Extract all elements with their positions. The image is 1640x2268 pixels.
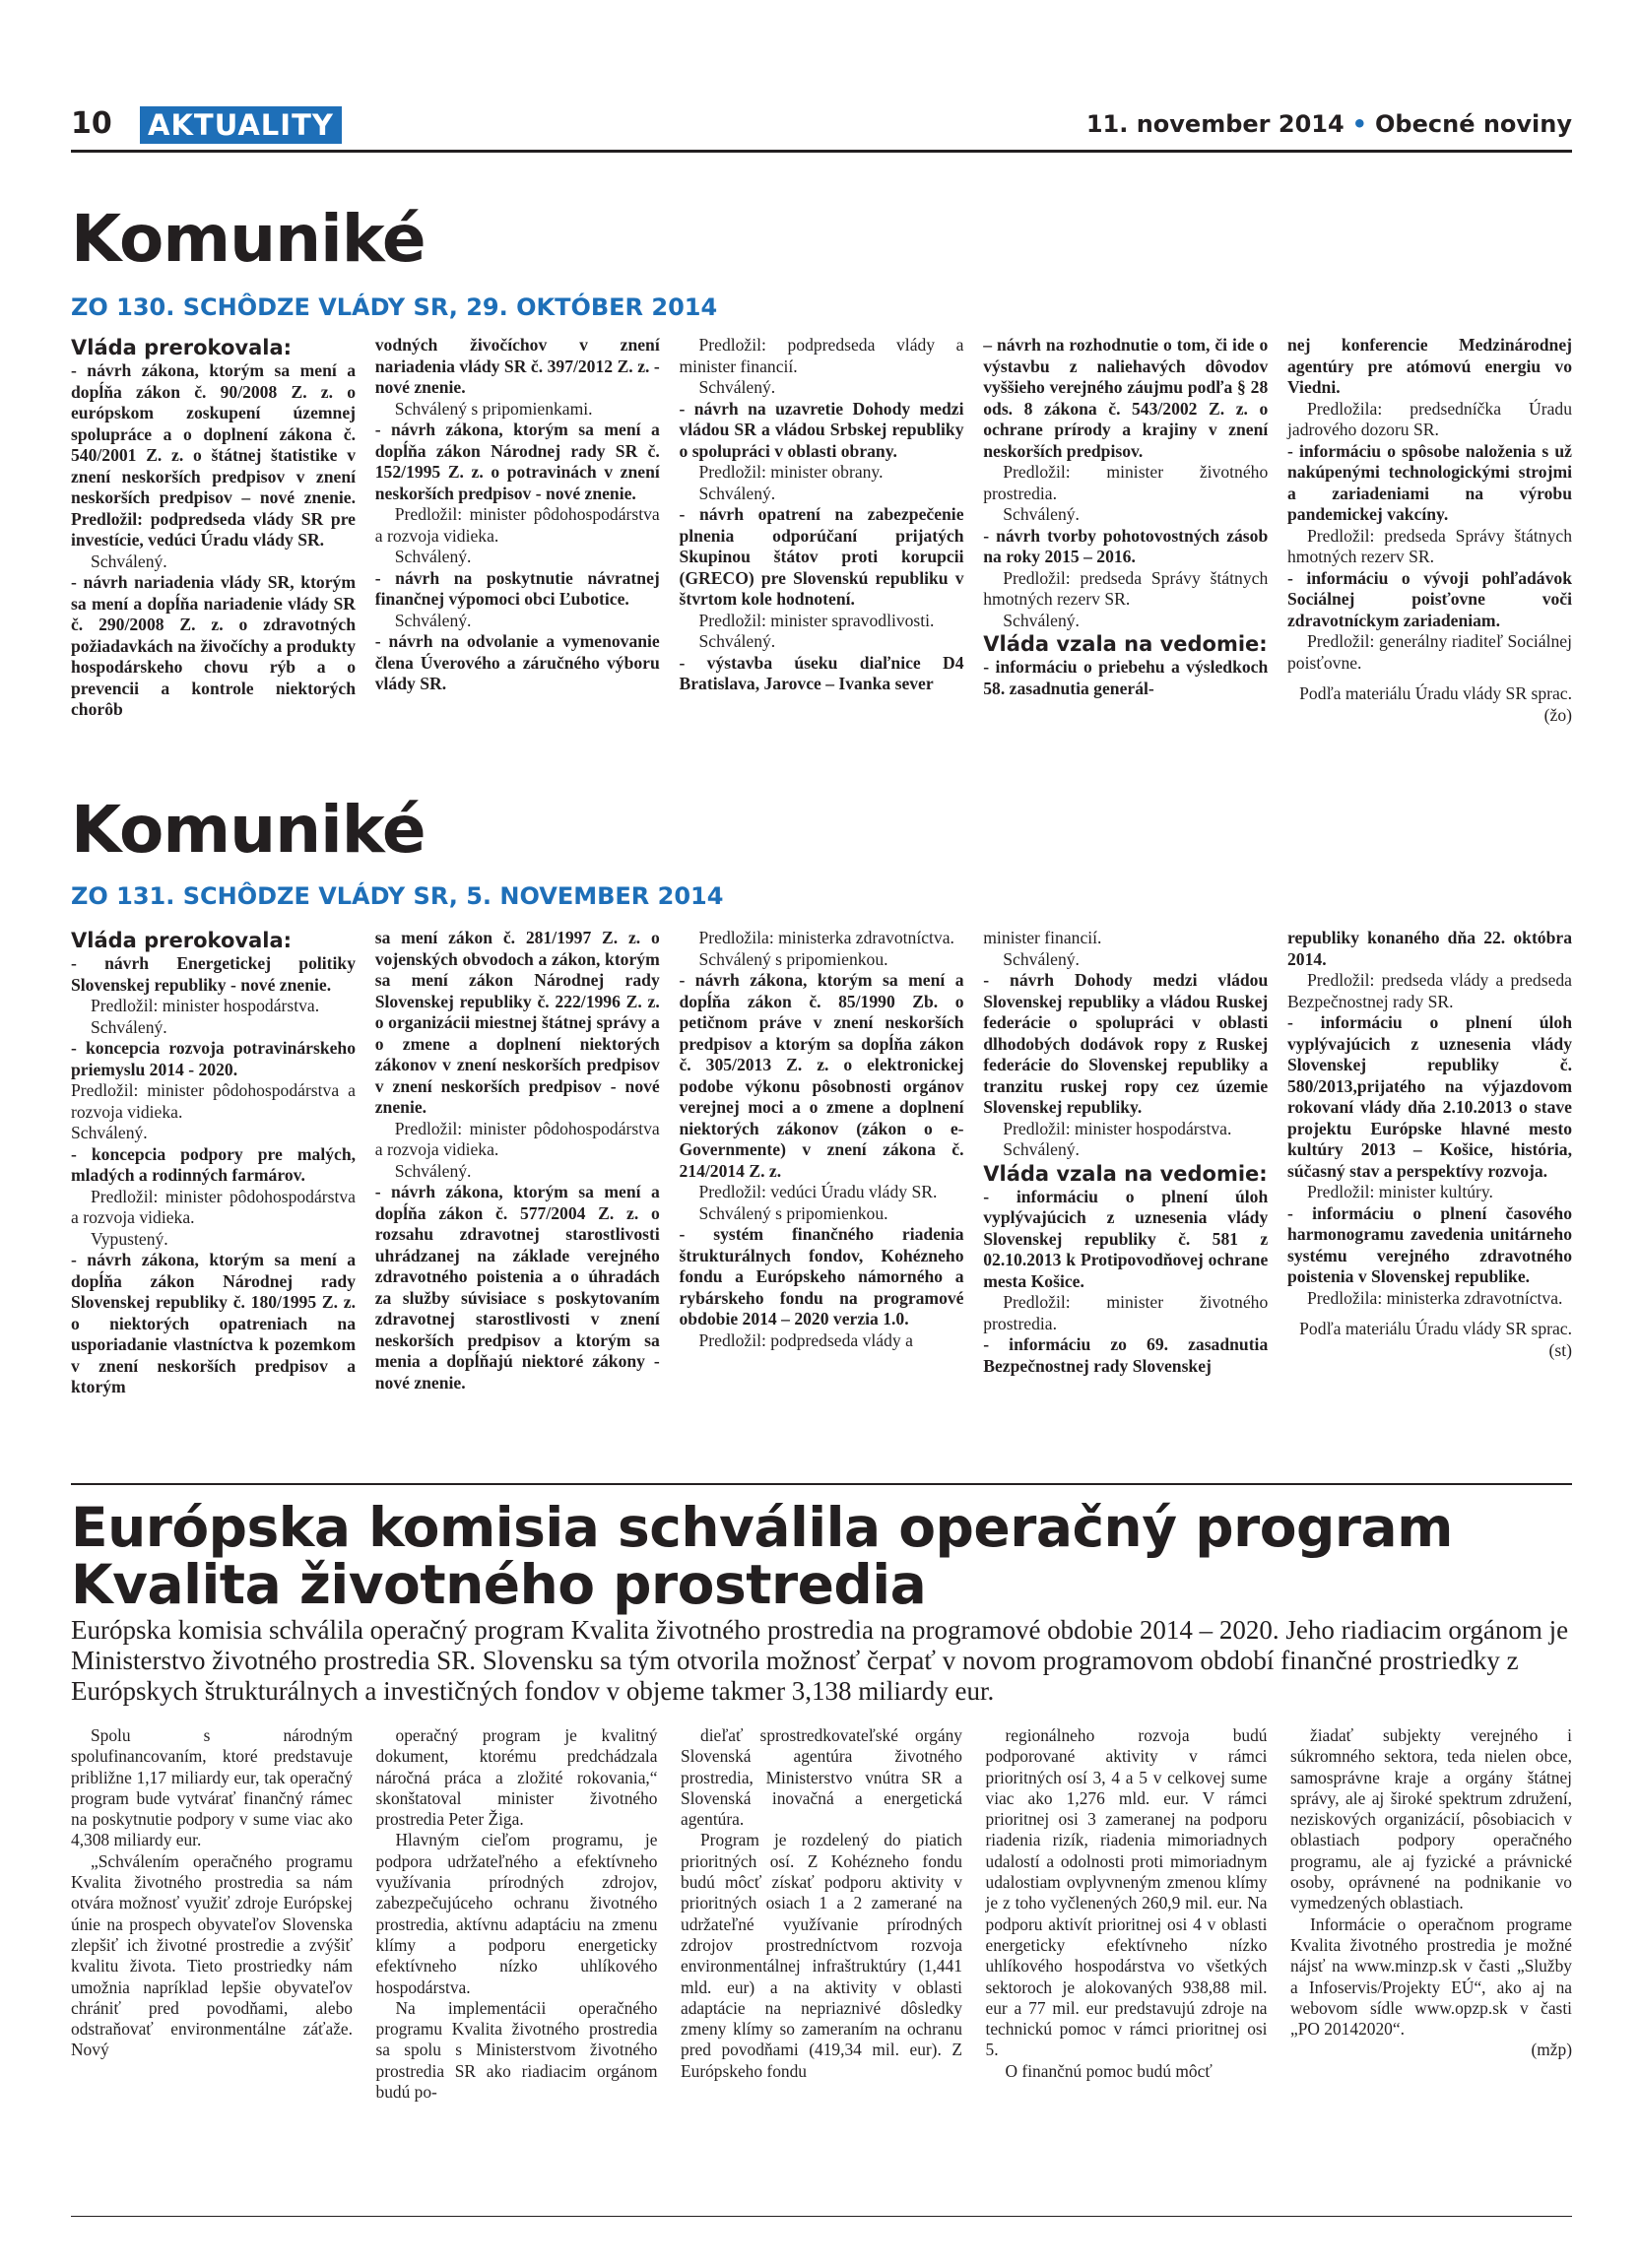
article-paragraph: žiadať subjekty verejného i súkromného sektora, teda nielen obce, samosprávne kraje a orgány štátnej správy, ale aj široké spektrum združení, neziskových organizácií, pôsobiacich v oblastiach podpory operačného programu, ale aj fyzické a právnické osoby, oprávnené na podnikanie vo vymedzených oblastiach. <box>1290 1725 1572 1913</box>
agenda-note: Vypustený. <box>91 1228 168 1249</box>
agenda-note: Predložil: minister hospodárstva. <box>1003 1118 1232 1138</box>
separator-dot: • <box>1351 110 1368 138</box>
komunike2-subtitle: ZO 131. SCHÔDZE VLÁDY SR, 5. NOVEMBER 2014 <box>71 882 724 910</box>
agenda-note: Predložil: minister pôdohospodárstva a rozvoja vidieka. <box>71 1186 356 1227</box>
agenda-note: Predložil: predseda Správy štátnych hmotných rezerv SR. <box>983 567 1269 609</box>
article-paragraph: Informácie o operačnom programe Kvalita životného prostredia je možné nájsť na www.minzp.sk v časti „Služby a Infoservis/Projekty EÚ“, ako aj na webovom sídle www.opzp.sk v časti „PO 20142020“. <box>1290 1913 1572 2040</box>
agenda-item: - návrh Energetickej politiky Slovenskej republiky - nové znenie. <box>71 953 356 995</box>
agenda-item: sa mení zákon č. 281/1997 Z. z. o vojenských obvodoch a zákon, ktorým sa mení zákon Národnej rady Slovenskej republiky č. 222/1996 Z. z. o organizácii miestnej štátnej správy a o zmene a doplnení niektorých zákonov v znení neskorších predpisov v znení neskorších predpisov - nové znenie. <box>374 928 660 1117</box>
agenda-note: Predložil: minister životného prostredia. <box>983 462 1269 503</box>
article-lead: Európska komisia schválila operačný program Kvalita životného prostredia na programové obdobie 2014 – 2020. Jeho riadiacim orgánom je Ministerstvo životného prostredia SR. Slovensku sa tým otvorila možnosť čerpať v novom programovom období finančné prostriedky z Európskych štrukturálnych a investičných fondov v objeme takmer 3,138 miliardy eur. <box>71 1615 1569 1706</box>
agenda-note: Schválený s pripomienkami. <box>394 398 593 419</box>
agenda-note: Predložil: minister životného prostredia. <box>983 1292 1269 1333</box>
agenda-note: Predložila: predsedníčka Úradu jadrového dozoru SR. <box>1287 398 1572 439</box>
komunike1-subtitle: ZO 130. SCHÔDZE VLÁDY SR, 29. OKTÓBER 2014 <box>71 293 718 321</box>
komunike1-column <box>983 335 1268 726</box>
agenda-item: - systém finančného riadenia štrukturálnych fondov, Kohézneho fondu a Európskeho námorného a rybárskeho fondu na programové obdobie 2014 – 2020 verzia 1.0. <box>679 1224 964 1328</box>
komunike2-column <box>375 928 660 1398</box>
article-column <box>71 1725 353 2103</box>
agenda-note: Predložil: predseda Správy štátnych hmotných rezerv SR. <box>1287 525 1572 566</box>
agenda-note: Predložil: minister pôdohospodárstva a rozvoja vidieka. <box>374 504 660 546</box>
komunike2-column <box>1287 928 1572 1398</box>
agenda-note: Schválený. <box>394 1160 472 1181</box>
komunike1-columns <box>71 335 1572 726</box>
agenda-note: Schválený s pripomienkou. <box>698 948 888 969</box>
agenda-note: Schválený. <box>91 551 167 571</box>
agenda-item: - koncepcia rozvoja potravinárskeho priemyslu 2014 - 2020. <box>71 1038 356 1079</box>
agenda-item: - informáciu o priebehu a výsledkoch 58. zasadnutia generál- <box>983 657 1269 698</box>
article-paragraph: Spolu s národným spolufinancovaním, ktoré predstavuje približne 1,17 miliardy eur, tak operačný program bude vytvárať finančný rámec na poskytnutie podpory v sume viac ako 4,308 miliardy eur. <box>71 1725 353 1850</box>
agenda-note: Schválený. <box>1003 948 1080 969</box>
issue-dateline <box>1086 110 1572 138</box>
article-paragraph: dieľať sprostredkovateľské orgány Slovenská agentúra životného prostredia, Ministerstvo vnútra SR a Slovenská inovačná a energetická agentúra. <box>681 1725 962 1830</box>
article-paragraph: „Schválením operačného programu Kvalita životného prostredia sa nám otvára možnosť využiť zdroje Európskej únie na prospech obyvateľov Slovenska zlepšiť ich životné prostredie a zvýšiť kvalitu života. Tieto prostriedky nám umožnia napríklad lepšie obyvateľov chrániť pred povodňami, alebo odstraňovať environmentálne záťaže. Nový <box>71 1850 353 2060</box>
agenda-note: Predložil: minister spravodlivosti. <box>698 610 935 630</box>
komunike2-column <box>71 928 356 1398</box>
komunike2-title: Komuniké <box>71 792 426 868</box>
agenda-item: - návrh Dohody medzi vládou Slovenskej republiky a vládou Ruskej federácie o spolupráci v oblasti dlhodobých dodávok ropy z Ruskej federácie do Slovenskej republiky a tranzitu ruskej ropy cez územie Slovenskej republiky. <box>983 970 1269 1117</box>
agenda-item: - návrh zákona, ktorým sa mení a dopĺňa zákon č. 90/2008 Z. z. o európskom zoskupení územnej spolupráce a o doplnení zákona č. 540/2001 Z. z. o štátnej štatistike v znení neskorších predpisov v znení neskorších predpisov – nové znenie. Predložil: podpredseda vlády SR pre investície, vedúci Úradu vlády SR. <box>71 360 356 550</box>
page-header <box>71 102 1572 153</box>
article-paragraph: Program je rozdelený do piatich prioritných osí. Z Kohézneho fondu budú môcť získať podporu aktivity v prioritných osiach 1 a 2 zamerané na udržateľné využívanie prírodných zdrojov prostredníctvom rozvoja environmentálnej infraštruktúry (1,441 mld. eur) a na aktivity v oblasti adaptácie na nepriaznivé dôsledky zmeny klímy so zameraním na ochranu pred povodňami (419,34 mil. eur). Z Európskeho fondu <box>681 1830 962 2081</box>
agenda-note: Schválený. <box>1003 504 1080 524</box>
agenda-note: Predložil: minister hospodárstva. <box>91 996 320 1015</box>
article-paragraph: Hlavným cieľom programu, je podpora udržateľného a efektívneho využívania prírodných zdrojov, zabezpečujúceho ochranu životného prostredia, aktívnu adaptáciu na zmenu klímy a podporu energeticky efektívneho nízko uhlíkového hospodárstva. <box>375 1830 658 1997</box>
agenda-note: Predložil: podpredseda vlády a minister financií. <box>679 335 964 376</box>
komunike2-column <box>983 928 1268 1398</box>
agenda-note: Predložil: minister pôdohospodárstva a rozvoja vidieka. <box>374 1118 660 1159</box>
agenda-item: nej konferencie Medzinárodnej agentúry pre atómovú energiu vo Viedni. <box>1287 335 1572 397</box>
agenda-item: - návrh nariadenia vlády SR, ktorým sa mení a dopĺňa nariadenie vlády SR č. 290/2008 Z. z. o zdravotných požiadavkách na živočíchy a produkty hospodárskeho chovu rýb a o prevencii a kontrole niektorých chorôb <box>71 572 356 719</box>
komunike1-column <box>680 335 964 726</box>
section-label: AKTUALITY <box>140 106 342 144</box>
agenda-item: - informáciu o plnení úloh vyplývajúcich z uznesenia vlády Slovenskej republiky č. 581 z 02.10.2013 k Protipovodňovej ochrane mesta Košice. <box>983 1186 1269 1291</box>
agenda-item: – návrh na rozhodnutie o tom, či ide o výstavbu z naliehavých dôvodov vyššieho verejného záujmu podľa § 28 ods. 8 zákona č. 543/2002 Z. z. o ochrane prírody a krajiny v znení neskorších predpisov. <box>983 335 1269 461</box>
agenda-note: Predložil: vedúci Úradu vlády SR. <box>698 1182 938 1201</box>
agenda-item: - informáciu o plnení úloh vyplývajúcich z uznesenia vlády Slovenskej republiky č. 580/2013,prijatého na výjazdovom rokovaní vlády dňa 2.10.2013 o stave projektu Európske hlavné mesto kultúry 2013 – Košice, história, súčasný stav a perspektívy rozvoja. <box>1287 1012 1572 1181</box>
agenda-item: - návrh zákona, ktorým sa mení a dopĺňa zákon č. 577/2004 Z. z. o rozsahu zdravotnej starostlivosti uhrádzanej na základe verejného zdravotného poistenia a o úhradách za služby súvisiace s poskytovaním zdravotnej starostlivosti v znení neskorších predpisov a ktorým sa menia a dopĺňajú niektoré zákony - nové znenie. <box>374 1182 660 1393</box>
article-paragraph: operačný program je kvalitný dokument, ktorému predchádzala náročná práca a zložité rokovania,“ skonštatoval minister životného prostredia Peter Žiga. <box>375 1725 658 1830</box>
agenda-item: - návrh na poskytnutie návratnej finančnej výpomoci obci Ľubotice. <box>374 567 660 609</box>
publication-name: Obecné noviny <box>1375 110 1572 138</box>
agenda-item: - návrh tvorby pohotovostných zásob na roky 2015 – 2016. <box>983 525 1269 566</box>
komunike1-title: Komuniké <box>71 201 426 277</box>
article-column <box>1290 1725 1572 2103</box>
agenda-item: - návrh na odvolanie a vymenovanie člena Úverového a záručného výboru vlády SR. <box>374 631 660 693</box>
agenda-note: Schválený. <box>71 1123 148 1142</box>
agenda-item: republiky konaného dňa 22. októbra 2014. <box>1287 928 1572 969</box>
agenda-note: Schválený. <box>698 483 776 503</box>
agenda-item: - návrh zákona, ktorým sa mení a dopĺňa zákon Národnej rady Slovenskej republiky č. 180/1995 Z. z. o niektorých opatreniach na usporiadanie vlastníctva k pozemkom v znení neskorších predpisov a ktorým <box>71 1250 356 1396</box>
article-headline: Európska komisia schválila operačný program Kvalita životného prostredia <box>71 1496 1453 1616</box>
agenda-note: minister financií. <box>983 928 1102 947</box>
agenda-item: - informáciu zo 69. zasadnutia Bezpečnostnej rady Slovenskej <box>983 1334 1269 1376</box>
page-number: 10 <box>71 106 112 141</box>
komunike2-column <box>680 928 964 1398</box>
article-column <box>376 1725 658 2103</box>
komunike2-columns <box>71 928 1572 1398</box>
source-credit: Podľa materiálu Úradu vlády SR sprac. (st) <box>1299 1319 1572 1360</box>
agenda-note: Schválený. <box>698 631 776 651</box>
article-signature: (mžp) <box>1531 2040 1572 2060</box>
agenda-note: Schválený s pripomienkou. <box>698 1202 888 1223</box>
article-paragraph: Na implementácii operačného programu Kvalita životného prostredia sa spolu s Ministerstvom životného prostredia SR ako riadiacim orgánom budú po- <box>375 1997 658 2103</box>
agenda-note: Predložil: predseda vlády a predseda Bezpečnostnej rady SR. <box>1287 970 1572 1011</box>
article-columns <box>71 1725 1572 2103</box>
agenda-item: - návrh na uzavretie Dohody medzi vládou SR a vládou Srbskej republiky o spolupráci v oblasti obrany. <box>679 398 964 461</box>
article-paragraph: O finančnú pomoc budú môcť <box>1005 2060 1213 2081</box>
agenda-item: vodných živočíchov v znení nariadenia vlády SR č. 397/2012 Z. z. - nové znenie. <box>374 335 660 397</box>
agenda-item: - koncepcia podpory pre malých, mladých a rodinných farmárov. <box>71 1143 356 1185</box>
agenda-note: Predložil: minister pôdohospodárstva a rozvoja vidieka. <box>71 1080 356 1122</box>
agenda-item: - návrh opatrení na zabezpečenie plnenia odporúčaní prijatých Skupinou štátov proti korupcii (GRECO) pre Slovenskú republiku v štvrtom kole hodnotení. <box>679 504 964 609</box>
agenda-note: Predložila: ministerka zdravotníctva. <box>1307 1287 1563 1308</box>
agenda-item: - informáciu o spôsobe naloženia s už nakúpenými technologickými strojmi a zariadeniami na výrobu pandemickej vakcíny. <box>1287 440 1572 524</box>
komunike1-column <box>375 335 660 726</box>
agenda-note: Predložil: minister obrany. <box>698 462 884 482</box>
agenda-item: - informáciu o vývoji pohľadávok Sociálnej poisťovne voči zdravotníckym zariadeniam. <box>1287 567 1572 630</box>
komunike1-column <box>1287 335 1572 726</box>
agenda-item: - informáciu o plnení časového harmonogramu zavedenia unitárneho systému verejného zdravotného poistenia v Slovenskej republike. <box>1287 1202 1572 1286</box>
article-column <box>681 1725 962 2103</box>
page-bottom-rule <box>71 2216 1572 2217</box>
agenda-note: Schválený. <box>1003 1139 1080 1159</box>
section-heading: Vláda prerokovala: <box>71 929 293 952</box>
agenda-item: - návrh zákona, ktorým sa mení a dopĺňa zákon č. 85/1990 Zb. o petičnom práve v znení neskorších predpisov a ktorým sa dopĺňa zákon č. 305/2013 Z. z. o elektronickej podobe výkonu pôsobnosti orgánov verejnej moci a o zmene a doplnení niektorých zákonov (zákon o e-Governmente) v znení zákona č. 214/2014 Z. z. <box>679 970 964 1181</box>
agenda-item: - výstavba úseku diaľnice D4 Bratislava, Jarovce – Ivanka sever <box>679 652 964 693</box>
article-divider <box>71 1483 1572 1485</box>
issue-date: 11. november 2014 <box>1085 110 1345 138</box>
komunike1-column <box>71 335 356 726</box>
article-column <box>986 1725 1268 2103</box>
section-heading: Vláda prerokovala: <box>71 336 293 359</box>
section-heading: Vláda vzala na vedomie: <box>983 1161 1268 1186</box>
agenda-note: Predložila: ministerka zdravotníctva. <box>698 928 954 947</box>
agenda-note: Predložil: podpredseda vlády a <box>698 1329 913 1350</box>
source-credit: Podľa materiálu Úradu vlády SR sprac. (žo) <box>1299 683 1572 725</box>
agenda-item: - návrh zákona, ktorým sa mení a dopĺňa zákon Národnej rady SR č. 152/1995 Z. z. o potravinách v znení neskorších predpisov - nové znenie. <box>374 420 660 503</box>
article-paragraph: regionálneho rozvoja budú podporované aktivity v rámci prioritných osí 3, 4 a 5 v celkovej sume viac ako 1,276 mld. eur. V rámci prioritnej osi 3 zameranej na podporu riadenia rizík, riadenia mimoriadnych udalostí a odolnosti proti mimoriadnym udalostiam ovplyvneným zmenou klímy je z toho vyčlenených 260,9 mil. eur. Na podporu aktivít prioritnej osi 4 v oblasti energeticky efektívneho nízko uhlíkového hospodárstva vo všetkých sektoroch je alokovaných 938,88 mil. eur a 77 mil. eur predstavujú zdroje na technickú pomoc v rámci prioritnej osi 5. <box>985 1725 1268 2060</box>
agenda-note: Predložil: minister kultúry. <box>1307 1182 1493 1201</box>
agenda-note: Schválený. <box>91 1016 167 1037</box>
section-heading: Vláda vzala na vedomie: <box>983 632 1268 656</box>
agenda-note: Predložil: generálny riaditeľ Sociálnej poisťovne. <box>1287 631 1572 673</box>
agenda-note: Schválený. <box>394 610 472 630</box>
agenda-note: Schválený. <box>1003 610 1080 630</box>
agenda-note: Schválený. <box>394 547 472 566</box>
agenda-note: Schválený. <box>698 377 776 397</box>
